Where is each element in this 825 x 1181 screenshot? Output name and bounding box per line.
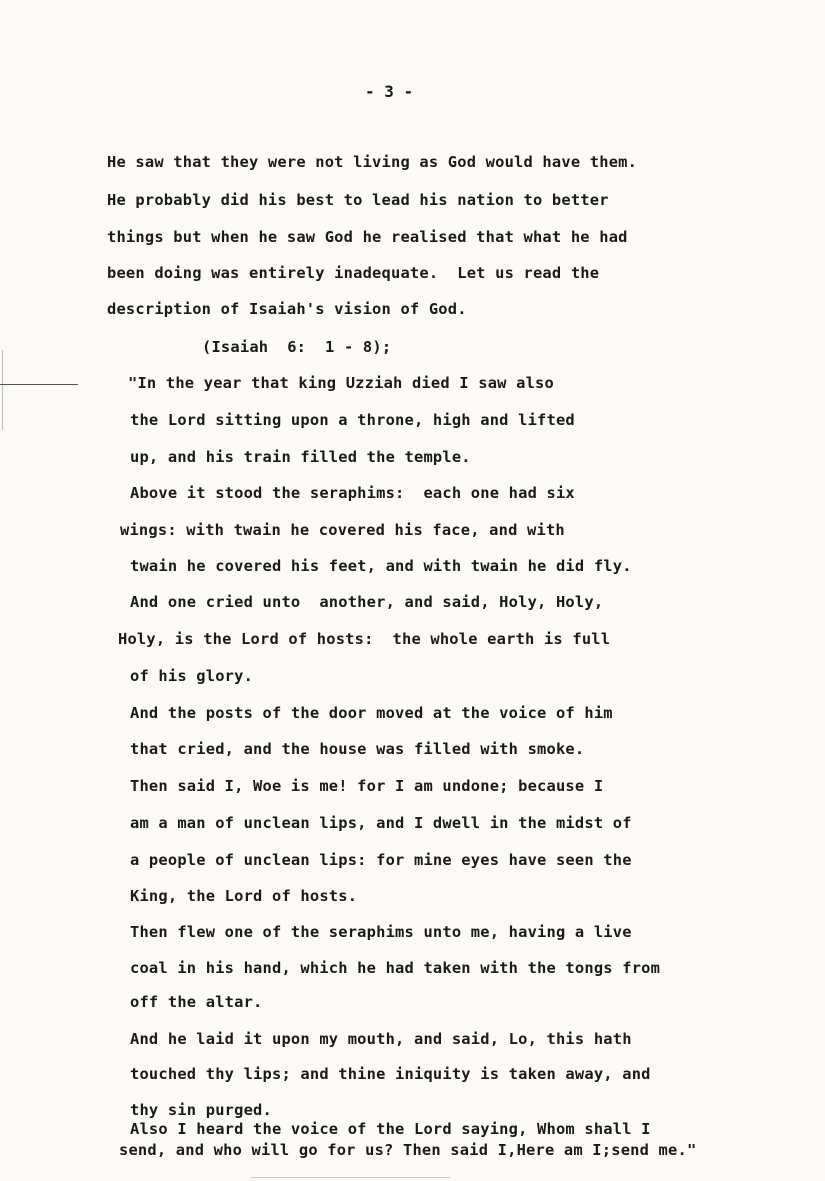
page-edge-mark [2, 350, 3, 430]
scripture-reference: (Isaiah 6: 1 - 8); [202, 338, 392, 356]
text-line: thy sin purged. [130, 1101, 272, 1119]
margin-rule [0, 384, 78, 385]
text-line: And he laid it upon my mouth, and said, Lo, this hath [130, 1030, 632, 1048]
text-line: am a man of unclean lips, and I dwell in the midst of [130, 814, 632, 832]
text-line: And the posts of the door moved at the voice of him [130, 704, 613, 722]
page-number: - 3 - [365, 82, 414, 101]
text-line: off the altar. [130, 993, 263, 1011]
text-line: twain he covered his feet, and with twain he did fly. [130, 557, 632, 575]
text-line: up, and his train filled the temple. [130, 448, 471, 466]
text-line: things but when he saw God he realised that what he had [107, 228, 628, 246]
text-line: been doing was entirely inadequate. Let us read the [107, 264, 600, 282]
text-line: coal in his hand, which he had taken with the tongs from [130, 959, 661, 977]
text-line: wings: with twain he covered his face, and with [120, 521, 565, 539]
text-line: Above it stood the seraphims: each one had six [130, 484, 575, 502]
text-line: that cried, and the house was filled with smoke. [130, 740, 585, 758]
text-line: of his glory. [130, 667, 254, 685]
text-line: And one cried unto another, and said, Holy, Holy, [130, 593, 604, 611]
text-line: Holy, is the Lord of hosts: the whole earth is full [118, 630, 611, 648]
text-line: the Lord sitting upon a throne, high and lifted [130, 411, 575, 429]
text-line: He probably did his best to lead his nation to better [107, 191, 609, 209]
text-line: "In the year that king Uzziah died I saw also [128, 374, 554, 392]
text-line: King, the Lord of hosts. [130, 887, 358, 905]
text-line: Then flew one of the seraphims unto me, having a live [130, 923, 632, 941]
text-line: He saw that they were not living as God would have them. [107, 153, 638, 171]
text-line: description of Isaiah's vision of God. [107, 300, 467, 318]
text-line: Also I heard the voice of the Lord saying, Whom shall I [130, 1120, 651, 1138]
text-line: Then said I, Woe is me! for I am undone; because I [130, 777, 604, 795]
page-bottom-shadow [250, 1177, 450, 1178]
text-line: send, and who will go for us? Then said I,Here am I;send me." [119, 1141, 697, 1159]
text-line: a people of unclean lips: for mine eyes have seen the [130, 851, 632, 869]
text-line: touched thy lips; and thine iniquity is taken away, and [130, 1065, 651, 1083]
